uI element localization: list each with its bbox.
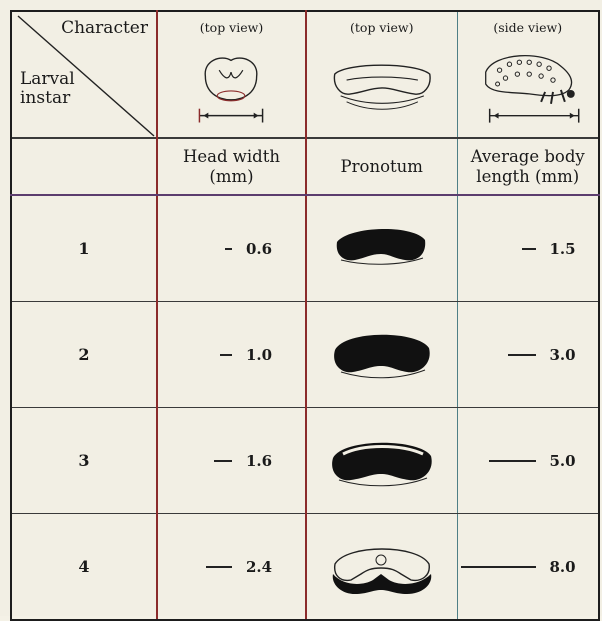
larval-instar-header <box>20 70 75 108</box>
head-width-value: 1.6 <box>246 451 273 470</box>
head-width-value: 0.6 <box>246 239 273 258</box>
instar-number: 2 <box>11 302 157 408</box>
body-view-cell <box>457 11 599 138</box>
table-row <box>11 514 599 621</box>
pronotum-cell <box>306 195 457 302</box>
head-width-cell <box>157 514 306 621</box>
head-width-header-line2: (mm) <box>209 166 254 186</box>
head-top-view-icon <box>158 36 305 136</box>
head-width-cell <box>157 408 306 514</box>
head-width-header-line1: Head width <box>182 146 281 166</box>
instar-number: 3 <box>11 408 157 514</box>
instar-number: 1 <box>11 195 157 302</box>
body-length-dash <box>522 248 536 250</box>
body-length-cell <box>457 195 599 302</box>
larval-instar-table <box>10 10 600 621</box>
head-width-dash <box>220 354 232 356</box>
body-length-header-line1: Average body <box>470 146 585 166</box>
head-width-dash <box>214 460 232 462</box>
table-row <box>11 195 599 302</box>
head-width-value: 2.4 <box>246 557 273 576</box>
body-length-cell <box>457 302 599 408</box>
pronotum-cell <box>306 514 457 621</box>
larval-label: Larval <box>20 69 75 89</box>
pronotum-instar-3-icon <box>307 408 458 513</box>
head-width-dash <box>206 566 232 568</box>
body-length-dash <box>461 566 536 568</box>
body-length-cell <box>457 408 599 514</box>
pronotum-instar-1-icon <box>307 196 458 301</box>
larva-side-view-icon <box>458 36 599 136</box>
pronotum-top-view-icon <box>307 36 457 136</box>
body-length-header-line2: length (mm) <box>476 166 580 186</box>
table-row <box>11 408 599 514</box>
head-width-value: 1.0 <box>246 345 273 364</box>
body-length-dash <box>508 354 536 356</box>
character-header: Character <box>61 18 148 38</box>
head-width-header <box>157 138 306 195</box>
instar-column-header <box>11 138 157 195</box>
body-length-cell <box>457 514 599 621</box>
pronotum-view-cell <box>306 11 457 138</box>
body-view-label: (side view) <box>493 20 563 35</box>
pronotum-cell <box>306 302 457 408</box>
pronotum-instar-4-icon <box>307 514 458 619</box>
body-length-value: 1.5 <box>549 239 576 258</box>
head-width-dash <box>225 248 232 250</box>
head-view-label: (top view) <box>199 20 264 35</box>
pronotum-instar-2-icon <box>307 302 458 407</box>
head-width-cell <box>157 195 306 302</box>
pronotum-cell <box>306 408 457 514</box>
table-row <box>11 302 599 408</box>
instar-label: instar <box>20 88 71 108</box>
pronotum-view-label: (top view) <box>350 20 414 35</box>
body-length-value: 5.0 <box>549 451 576 470</box>
body-length-value: 8.0 <box>549 557 576 576</box>
head-width-cell <box>157 302 306 408</box>
instar-number: 4 <box>11 514 157 621</box>
body-length-header <box>457 138 599 195</box>
body-length-value: 3.0 <box>549 345 576 364</box>
pronotum-header <box>306 138 457 195</box>
body-length-dash <box>489 460 536 462</box>
corner-header-cell <box>11 11 157 138</box>
pronotum-header-text: Pronotum <box>340 156 423 176</box>
head-view-cell <box>157 11 306 138</box>
